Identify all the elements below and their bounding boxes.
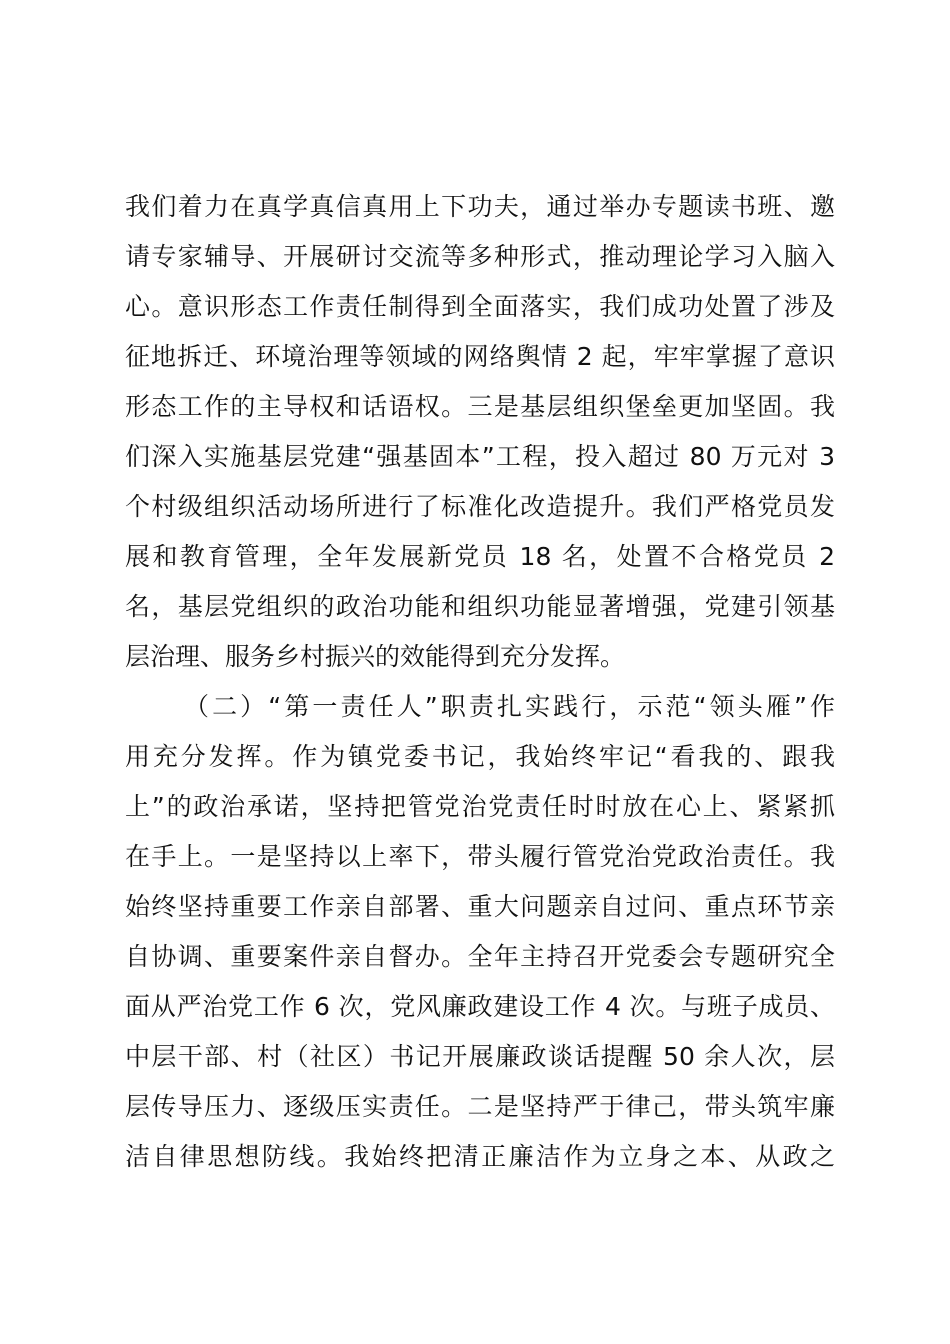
- document-body: [125, 182, 835, 1182]
- text-line: 我们着力在真学真信真用上下功夫，通过举办专题读书班、邀: [125, 192, 835, 221]
- text-line: 自协调、重要案件亲自督办。全年主持召开党委会专题研究全: [125, 942, 835, 971]
- text-line: 层治理、服务乡村振兴的效能得到充分发挥。: [125, 642, 626, 671]
- text-line: 征地拆迁、环境治理等领域的网络舆情 2 起，牢牢掌握了意识: [125, 342, 835, 371]
- text-line: 形态工作的主导权和话语权。三是基层组织堡垒更加坚固。我: [125, 392, 835, 421]
- text-line: 上”的政治承诺，坚持把管党治党责任时时放在心上、紧紧抓: [125, 792, 835, 821]
- text-line: 层传导压力、逐级压实责任。二是坚持严于律己，带头筑牢廉: [125, 1092, 835, 1121]
- paragraph-2: [125, 682, 835, 1182]
- text-line: 心。意识形态工作责任制得到全面落实，我们成功处置了涉及: [125, 292, 835, 321]
- text-line: 中层干部、村（社区）书记开展廉政谈话提醒 50 余人次，层: [125, 1042, 835, 1071]
- text-line: 面从严治党工作 6 次，党风廉政建设工作 4 次。与班子成员、: [125, 992, 835, 1021]
- text-line: 个村级组织活动场所进行了标准化改造提升。我们严格党员发: [125, 492, 835, 521]
- text-line: 展和教育管理，全年发展新党员 18 名，处置不合格党员 2: [125, 542, 835, 571]
- text-line: 始终坚持重要工作亲自部署、重大问题亲自过问、重点环节亲: [125, 892, 835, 921]
- text-line: 请专家辅导、开展研讨交流等多种形式，推动理论学习入脑入: [125, 242, 835, 271]
- paragraph-1: [125, 182, 835, 682]
- text-line: 洁自律思想防线。我始终把清正廉洁作为立身之本、从政之: [125, 1142, 835, 1171]
- text-line: 们深入实施基层党建“强基固本”工程，投入超过 80 万元对 3: [125, 442, 835, 471]
- text-line: 在手上。一是坚持以上率下，带头履行管党治党政治责任。我: [125, 842, 835, 871]
- text-line: 用充分发挥。作为镇党委书记，我始终牢记“看我的、跟我: [125, 742, 835, 771]
- text-line: 名，基层党组织的政治功能和组织功能显著增强，党建引领基: [125, 592, 835, 621]
- section-heading-line: （二）“第一责任人”职责扎实践行，示范“领头雁”作: [184, 692, 835, 721]
